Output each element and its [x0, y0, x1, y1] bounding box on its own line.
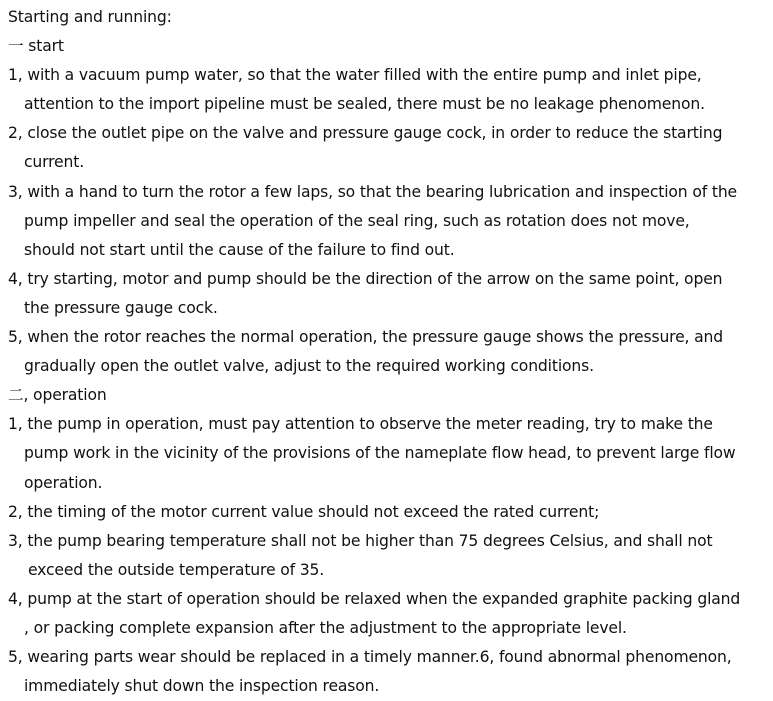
operation-item-3-line-1: 3, the pump bearing temperature shall not be higher than 75 degrees Celsius, and shall not: [8, 531, 713, 550]
operation-item-1-line-2: pump work in the vicinity of the provisions of the nameplate flow head, to prevent large flow: [24, 444, 736, 463]
start-item-3-line-2: pump impeller and seal the operation of the seal ring, such as rotation does not move,: [24, 211, 690, 230]
section-heading-operation: 二, operation: [8, 386, 107, 405]
operation-item-1-line-3: operation.: [24, 473, 103, 492]
operation-item-3-line-2: exceed the outside temperature of 35.: [28, 560, 325, 579]
operation-item-5-line-2: immediately shut down the inspection reason.: [24, 677, 380, 696]
document-title: Starting and running:: [8, 8, 172, 26]
start-item-3-line-3: should not start until the cause of the failure to find out.: [24, 240, 455, 259]
start-item-4-line-2: the pressure gauge cock.: [24, 298, 218, 317]
operation-item-4-line-2: , or packing complete expansion after the adjustment to the appropriate level.: [24, 618, 627, 637]
start-item-2-line-1: 2, close the outlet pipe on the valve and pressure gauge cock, in order to reduce the starting: [8, 124, 723, 143]
section-heading-start: 一 start: [8, 37, 64, 56]
document-body: [8, 3, 773, 701]
operation-item-1-line-1: 1, the pump in operation, must pay attention to observe the meter reading, try to make the: [8, 415, 713, 434]
operation-item-4-line-1: 4, pump at the start of operation should be relaxed when the expanded graphite packing gland: [8, 589, 741, 608]
start-item-5-line-2: gradually open the outlet valve, adjust to the required working conditions.: [24, 357, 594, 376]
start-item-1-line-1: 1, with a vacuum pump water, so that the water filled with the entire pump and inlet pipe,: [8, 66, 702, 85]
operation-item-5-line-1: 5, wearing parts wear should be replaced in a timely manner.6, found abnormal phenomenon,: [8, 648, 732, 667]
start-item-5-line-1: 5, when the rotor reaches the normal operation, the pressure gauge shows the pressure, and: [8, 328, 724, 347]
operation-item-2-line-1: 2, the timing of the motor current value should not exceed the rated current;: [8, 502, 600, 521]
start-item-2-line-2: current.: [24, 153, 85, 172]
start-item-3-line-1: 3, with a hand to turn the rotor a few laps, so that the bearing lubrication and inspection of the: [8, 182, 738, 201]
start-item-1-line-2: attention to the import pipeline must be sealed, there must be no leakage phenomenon.: [24, 95, 705, 114]
start-item-4-line-1: 4, try starting, motor and pump should be the direction of the arrow on the same point, open: [8, 269, 723, 288]
